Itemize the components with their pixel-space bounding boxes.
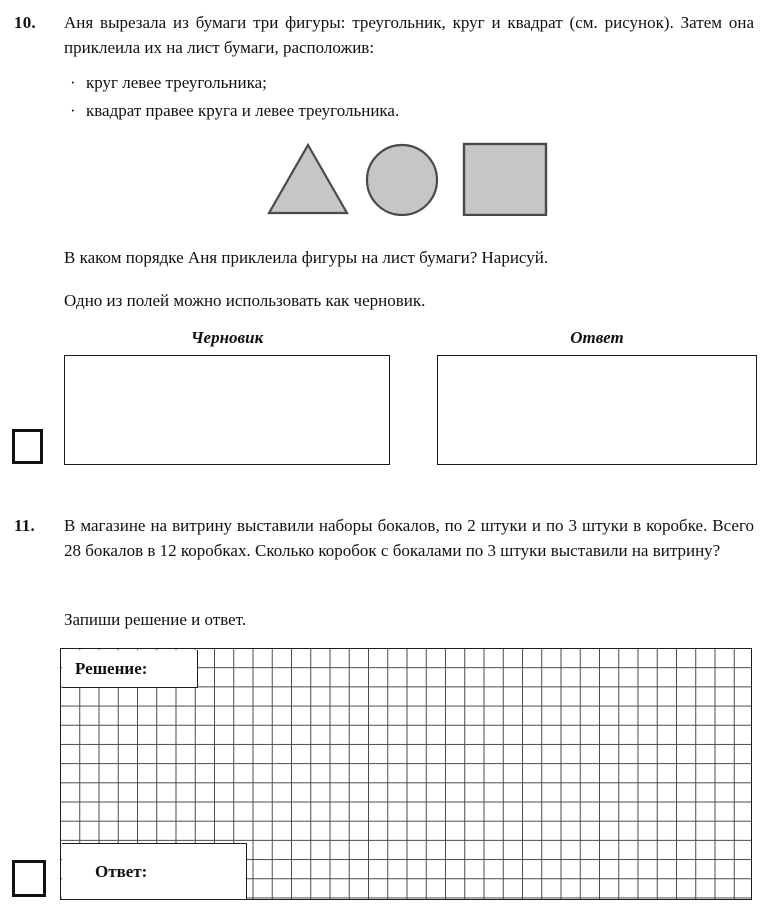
solution-label: Решение: <box>62 650 198 688</box>
problem-11-stem: В магазине на витрину выставили наборы бокалов, по 2 штуки и по 3 штуки в коробке. Всего 28 бокалов в 12 коробках. Сколько коробок с бокалами по 3 штуки выставили на витрину? <box>64 516 754 560</box>
answer-box-label: Ответ <box>570 328 624 347</box>
draft-drawing-box[interactable] <box>64 355 390 465</box>
square-figure <box>462 142 548 216</box>
problem-10-question-body <box>64 245 754 270</box>
bullet-icon: · <box>70 73 76 92</box>
answer-label: Ответ: <box>62 843 247 899</box>
problem-10-conditions <box>64 70 754 123</box>
problem-10-question: В каком порядке Аня приклеила фигуры на лист бумаги? Нарисуй. <box>64 248 549 267</box>
bullet-icon: · <box>70 101 76 120</box>
problem-11-instruction: Запиши решение и ответ. <box>64 610 247 629</box>
score-box-problem-11[interactable] <box>12 860 46 897</box>
problem-10-hint-body <box>64 288 754 313</box>
condition-item <box>64 70 754 95</box>
circle-figure <box>360 142 444 216</box>
triangle-icon <box>266 142 350 216</box>
solution-grid[interactable] <box>60 648 752 900</box>
problem-11-number: 11. <box>14 516 35 535</box>
triangle-figure <box>266 142 350 216</box>
condition-item <box>64 98 754 123</box>
condition-text: квадрат правее круга и левее треугольника. <box>86 101 400 120</box>
problem-10-body <box>64 10 754 126</box>
square-icon <box>462 142 548 216</box>
problem-10-number: 10. <box>14 13 36 32</box>
circle-icon <box>360 142 444 216</box>
figures-row <box>0 134 768 224</box>
problem-10-stem: Аня вырезала из бумаги три фигуры: треугольник, круг и квадрат (см. рисунок). Затем она приклеила их на лист бумаги, расположив: <box>64 13 754 57</box>
problem-11-body <box>64 513 754 563</box>
problem-10-hint: Одно из полей можно использовать как черновик. <box>64 291 426 310</box>
condition-text: круг левее треугольника; <box>86 73 267 92</box>
answer-drawing-box[interactable] <box>437 355 757 465</box>
problem-11-instruction-body <box>64 607 754 632</box>
draft-box-label: Черновик <box>190 328 264 347</box>
score-box-problem-10[interactable] <box>12 429 43 464</box>
